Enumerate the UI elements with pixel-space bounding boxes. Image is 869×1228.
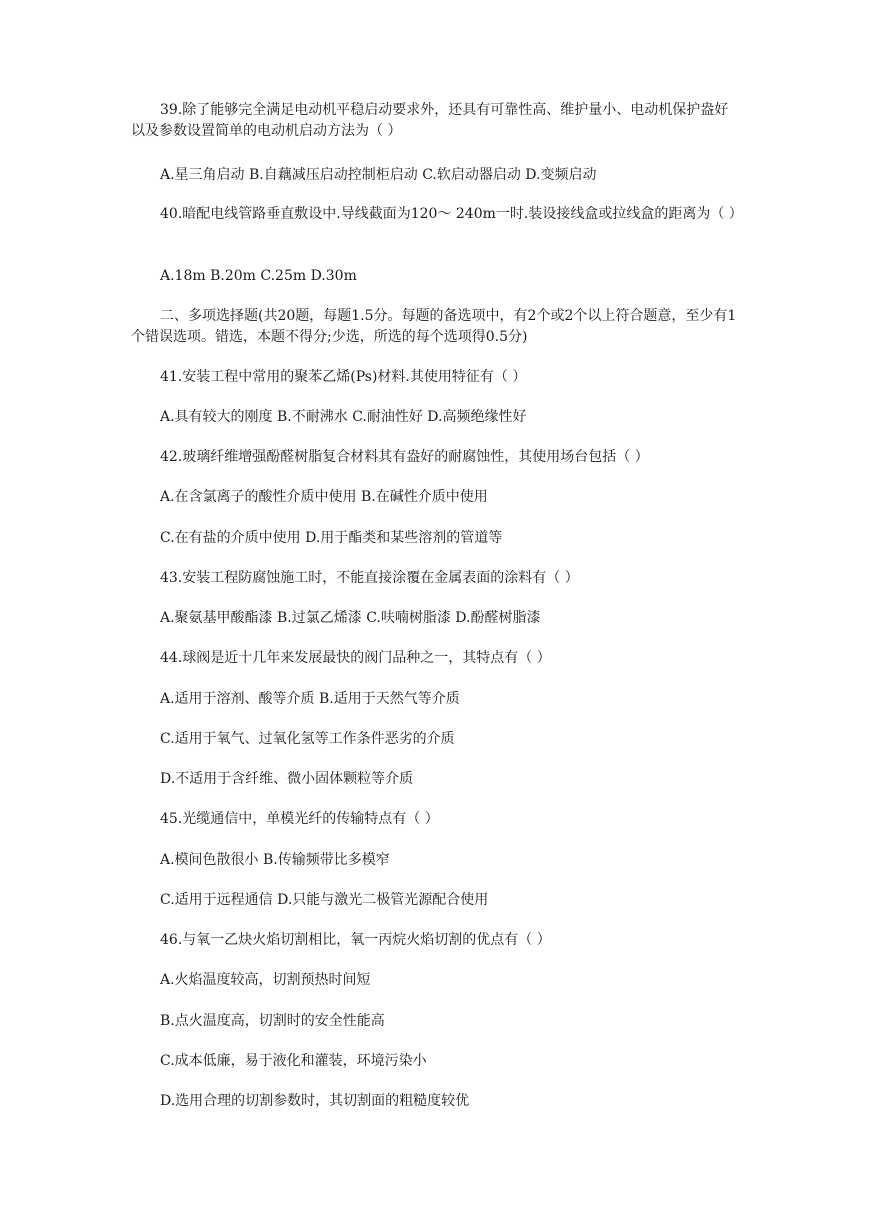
question-42-options-cd: C.在有盐的介质中使用 D.用于酯类和某些溶剂的管道等 <box>160 530 503 546</box>
question-44-options-ab: A.适用于溶剂、酸等介质 B.适用于天然气等介质 <box>160 691 460 707</box>
question-40-stem: 40.暗配电线管路垂直敷设中.导线截面为120～ 240m一时.装设接线盒或拉线盒的距离为（ ） <box>160 206 743 222</box>
question-43-stem: 43.安装工程防腐蚀施工时，不能直接涂覆在金属表面的涂料有（ ） <box>160 570 579 586</box>
section-2-heading: 二、多项选择题(共20题，每题1.5分。每题的备选项中，有2个或2个以上符合题意，至少有1个错误选项。错选，本题不得分;少选，所选的每个选项得0.5分) <box>131 308 737 345</box>
question-44-option-c: C.适用于氧气、过氧化氢等工作条件恶劣的介质 <box>160 731 455 747</box>
question-45-options-ab: A.模间色散很小 B.传输频带比多模窄 <box>160 852 390 868</box>
question-46-option-c: C.成本低廉，易于液化和灌装，环境污染小 <box>160 1053 427 1069</box>
question-43-options: A.聚氨基甲酸酯漆 B.过氯乙烯漆 C.呋喃树脂漆 D.酚醛树脂漆 <box>160 610 541 626</box>
question-39-stem: 39.除了能够完全满足电动机平稳启动要求外，还具有可靠性高、维护量小、电动机保护盎好以及参数设置简单的电动机启动方法为（ ） <box>131 102 729 139</box>
question-46-option-b: B.点火温度高，切割时的安全性能高 <box>160 1013 385 1029</box>
question-45-options-cd: C.适用于远程通信 D.只能与激光二极管光源配合使用 <box>160 892 489 908</box>
question-45-stem: 45.光缆通信中，单模光纤的传输特点有（ ） <box>160 811 439 827</box>
question-40-options: A.18m B.20m C.25m D.30m <box>160 268 357 284</box>
question-41-stem: 41.安装工程中常用的聚苯乙烯(Ps)材料.其使用特征有（ ） <box>160 369 527 385</box>
question-42-options-ab: A.在含氯离子的酸性介质中使用 B.在碱性介质中使用 <box>160 489 488 505</box>
question-46-stem: 46.与氧一乙炔火焰切割相比，氧一丙烷火焰切割的优点有（ ） <box>160 932 551 948</box>
question-46-option-d: D.选用合理的切割参数时，其切割面的粗糙度较优 <box>160 1093 470 1109</box>
question-42-stem: 42.玻璃纤维增强酚醛树脂复合材料其有盎好的耐腐蚀性，其使用场台包括（ ） <box>160 449 649 465</box>
question-46-option-a: A.火焰温度较高，切割预热时间短 <box>160 972 371 988</box>
question-41-options: A.具有较大的刚度 B.不耐沸水 C.耐油性好 D.高频绝缘性好 <box>160 409 527 425</box>
question-44-option-d: D.不适用于含纤维、微小固体颗粒等介质 <box>160 771 414 787</box>
question-44-stem: 44.球阀是近十几年来发展最快的阀门品种之一，其特点有（ ） <box>160 650 551 666</box>
question-39-options: A.星三角启动 B.自藕减压启动控制柜启动 C.软启动器启动 D.变频启动 <box>160 167 597 183</box>
